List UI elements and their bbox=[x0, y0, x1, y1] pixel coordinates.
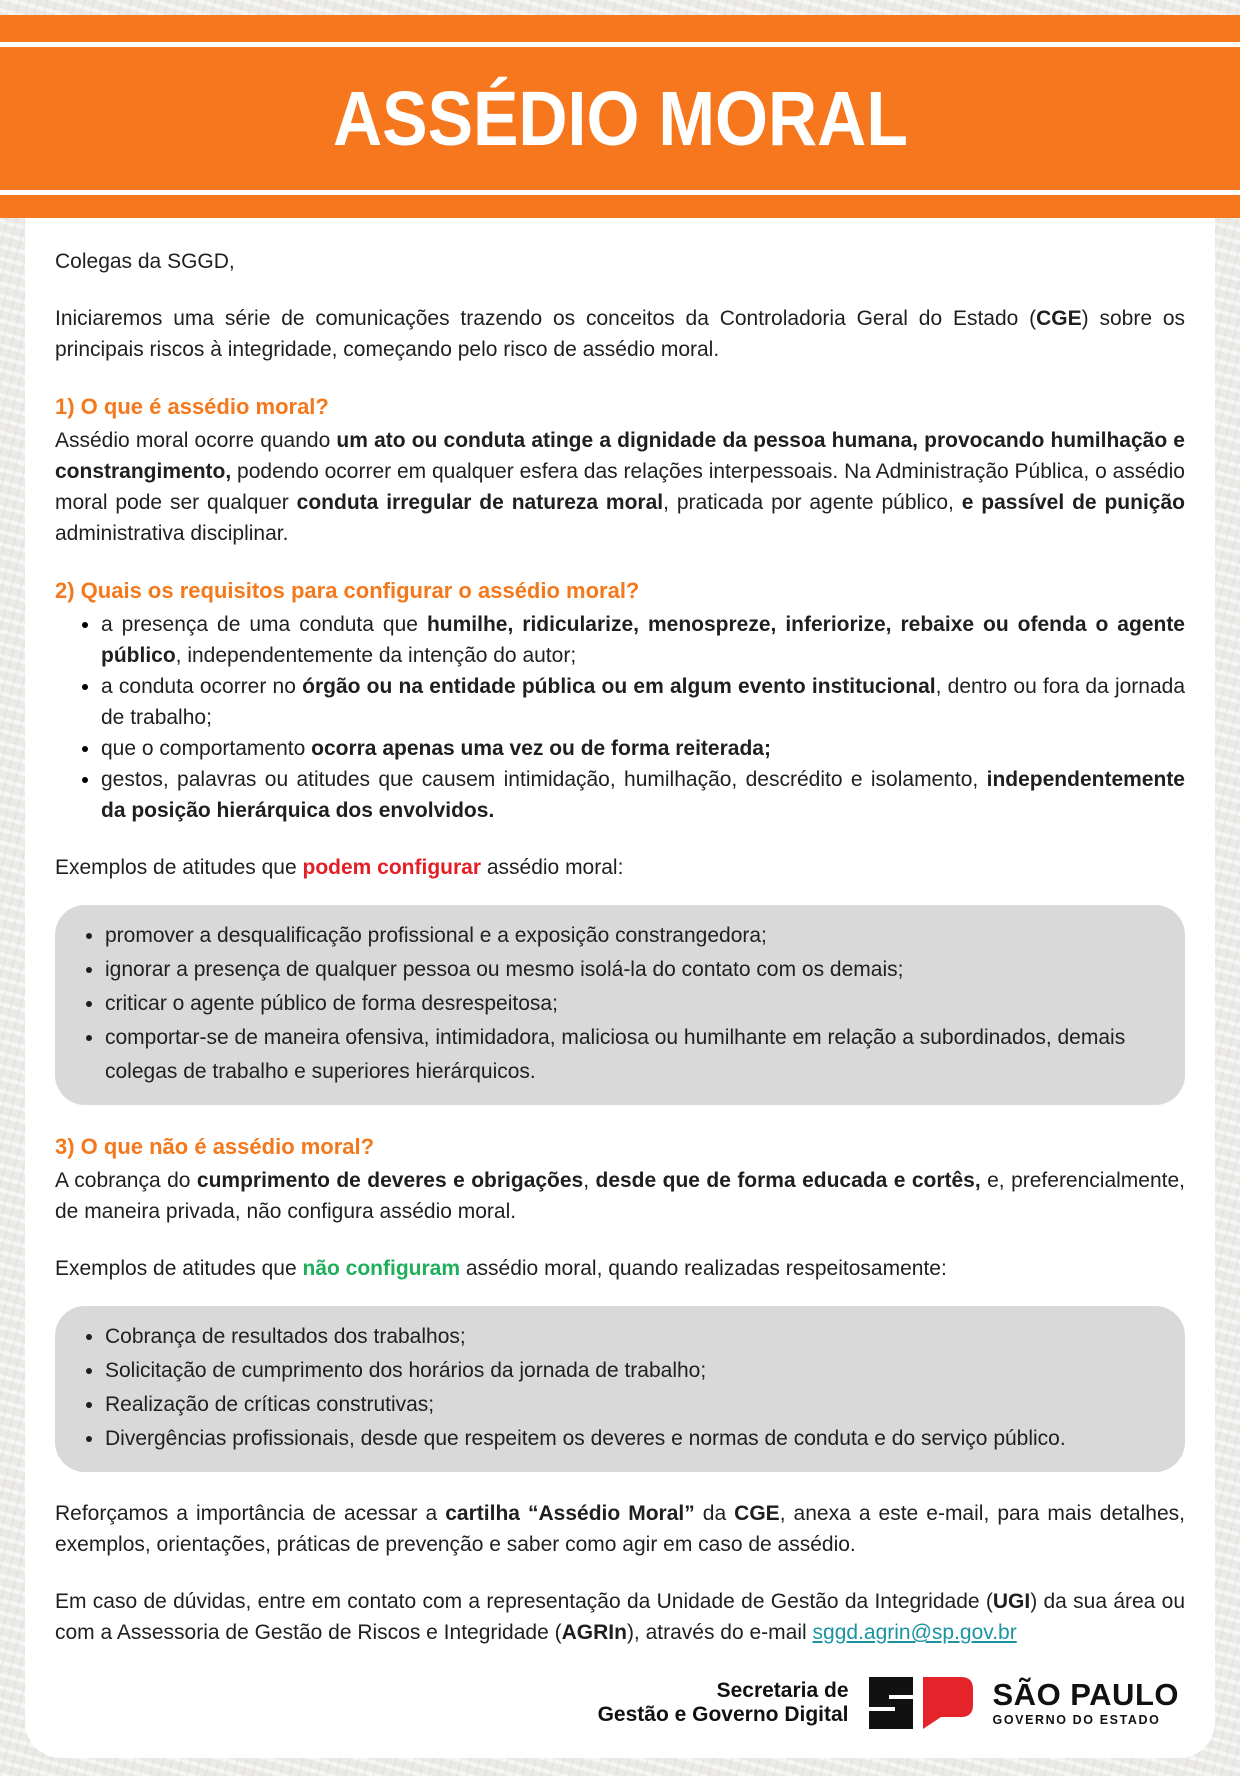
section3-heading: 3) O que não é assédio moral? bbox=[55, 1134, 375, 1159]
text-segment: da bbox=[694, 1502, 735, 1525]
text-segment: Solicitação de cumprimento dos horários da jornada de trabalho; bbox=[105, 1359, 707, 1382]
page-title: ASSÉDIO MORAL bbox=[332, 75, 908, 162]
text-segment: podendo ocorrer em qualquer esfera das relações interpessoais. Na Administração Pública, o assédio moral pode ser qualquer bbox=[55, 460, 1185, 514]
section1-body bbox=[55, 425, 1185, 549]
text-segment: , bbox=[583, 1169, 596, 1192]
banner-stripe-bottom bbox=[0, 195, 1240, 218]
text-segment: gestos, palavras ou atitudes que causem intimidação, humilhação, descrédito e isolamento, bbox=[101, 768, 987, 791]
text-segment: administrativa disciplinar. bbox=[55, 522, 289, 545]
text-segment: promover a desqualificação profissional e a exposição constrangedora; bbox=[105, 924, 767, 947]
department-name bbox=[598, 1679, 849, 1727]
list-item bbox=[105, 1388, 1151, 1422]
text-segment: Cobrança de resultados dos trabalhos; bbox=[105, 1325, 466, 1348]
text-segment: ) sobre os principais riscos à integridade, começando pelo risco de assédio moral. bbox=[55, 307, 1186, 361]
text-segment: CGE bbox=[734, 1502, 780, 1525]
text-segment: humilhe, ridicularize, menospreze, inferiorize, rebaixe ou ofenda o agente público bbox=[101, 613, 1185, 667]
text-segment: ignorar a presença de qualquer pessoa ou mesmo isolá-la do contato com os demais; bbox=[105, 958, 904, 981]
text-segment: AGRIn bbox=[561, 1621, 627, 1644]
text-segment: desde que de forma educada e cortês, bbox=[595, 1169, 981, 1192]
text-segment: cartilha “Assédio Moral” bbox=[445, 1502, 695, 1525]
state-subtitle: GOVERNO DO ESTADO bbox=[992, 1713, 1161, 1728]
text-segment: , praticada por agente público, bbox=[663, 491, 962, 514]
text-segment: a presença de uma conduta que bbox=[101, 613, 427, 636]
banner-title-band bbox=[0, 47, 1240, 190]
text-segment: conduta irregular de natureza moral bbox=[296, 491, 664, 514]
text-segment: criticar o agente público de forma desrespeitosa; bbox=[105, 992, 558, 1015]
banner-stripe-top bbox=[0, 15, 1240, 42]
text-segment: , anexa a este e-mail, para mais detalhes, exemplos, orientações, práticas de prevenção e saber como agir em caso de assédio. bbox=[55, 1502, 1185, 1556]
text-segment: ), através do e-mail bbox=[626, 1621, 813, 1644]
text-segment: podem configurar bbox=[302, 856, 482, 879]
text-segment: ) da sua área ou com a Assessoria de Gestão de Riscos e Integridade ( bbox=[55, 1590, 1186, 1644]
state-logo-text bbox=[993, 1679, 1180, 1727]
intro-paragraph bbox=[55, 303, 1185, 365]
section3-body bbox=[55, 1165, 1185, 1227]
examples-positive-box bbox=[55, 905, 1185, 1105]
department-line2: Gestão e Governo Digital bbox=[597, 1703, 849, 1726]
examples-negative-box bbox=[55, 1306, 1185, 1472]
content-card bbox=[25, 218, 1215, 1758]
text-segment: assédio moral: bbox=[481, 856, 624, 879]
text-segment: um ato ou conduta atinge a dignidade da pessoa humana, provocando humilhação e constrangimento, bbox=[55, 429, 1185, 483]
list-item bbox=[105, 1320, 1151, 1354]
greeting-text: Colegas da SGGD, bbox=[55, 250, 235, 273]
text-segment: Exemplos de atitudes que bbox=[55, 1257, 303, 1280]
text-segment: A cobrança do bbox=[55, 1169, 197, 1192]
bottom-margin bbox=[0, 1758, 1240, 1776]
text-segment: a conduta ocorrer no bbox=[101, 675, 303, 698]
list-item bbox=[105, 1354, 1151, 1388]
closing-paragraph-1 bbox=[55, 1498, 1185, 1560]
footer-logos bbox=[55, 1674, 1185, 1732]
text-segment: ocorra apenas uma vez ou de forma reiterada; bbox=[311, 737, 771, 760]
list-item bbox=[105, 919, 1151, 953]
text-segment: comportar-se de maneira ofensiva, intimidadora, maliciosa ou humilhante em relação a subordinados, demais colegas de trabalho e superiores hierárquicos. bbox=[105, 1026, 1126, 1083]
section1-heading: 1) O que é assédio moral? bbox=[55, 394, 329, 419]
text-segment: que o comportamento bbox=[101, 737, 312, 760]
text-segment: , dentro ou fora da jornada de trabalho; bbox=[101, 675, 1186, 729]
text-segment: Exemplos de atitudes que bbox=[55, 856, 303, 879]
text-segment: e passível de punição bbox=[961, 491, 1185, 514]
text-segment: Assédio moral ocorre quando bbox=[55, 429, 337, 452]
text-segment: Divergências profissionais, desde que respeitem os deveres e normas de conduta e do serviço público. bbox=[105, 1427, 1066, 1450]
examples-negative-list bbox=[81, 1320, 1151, 1456]
text-segment: Iniciaremos uma série de comunicações trazendo os conceitos da Controladoria Geral do Estado ( bbox=[55, 307, 1037, 330]
text-segment: Realização de críticas construtivas; bbox=[105, 1393, 435, 1416]
text-segment: não configuram bbox=[302, 1257, 461, 1280]
list-item bbox=[105, 1422, 1151, 1456]
text-segment: Em caso de dúvidas, entre em contato com a representação da Unidade de Gestão da Integridade ( bbox=[55, 1590, 993, 1613]
list-item bbox=[101, 609, 1185, 671]
header-banner bbox=[0, 0, 1240, 218]
examples-positive-label bbox=[55, 852, 1185, 883]
closing-paragraph-2 bbox=[55, 1586, 1185, 1648]
text-segment: CGE bbox=[1036, 307, 1082, 330]
text-segment: Reforçamos a importância de acessar a bbox=[55, 1502, 446, 1525]
text-segment: e, preferencialmente, de maneira privada, não configura assédio moral. bbox=[55, 1169, 1185, 1223]
section2-heading: 2) Quais os requisitos para configurar o assédio moral? bbox=[55, 578, 640, 603]
text-segment: , independentemente da intenção do autor; bbox=[175, 644, 577, 667]
list-item bbox=[105, 987, 1151, 1021]
list-item bbox=[101, 764, 1185, 826]
text-segment: cumprimento de deveres e obrigações bbox=[196, 1169, 584, 1192]
examples-positive-list bbox=[81, 919, 1151, 1089]
email-link[interactable]: sggd.agrin@sp.gov.br bbox=[812, 1621, 1017, 1644]
list-item bbox=[101, 733, 1185, 764]
state-name: SÃO PAULO bbox=[992, 1677, 1179, 1713]
sp-logo-icon bbox=[865, 1674, 977, 1732]
list-item bbox=[105, 953, 1151, 987]
list-item bbox=[101, 671, 1185, 733]
department-line1: Secretaria de bbox=[716, 1679, 849, 1702]
text-segment: independentemente da posição hierárquica dos envolvidos. bbox=[101, 768, 1185, 822]
text-segment: assédio moral, quando realizadas respeitosamente: bbox=[460, 1257, 947, 1280]
examples-negative-label bbox=[55, 1253, 1185, 1284]
text-segment: UGI bbox=[992, 1590, 1031, 1613]
text-segment: órgão ou na entidade pública ou em algum evento institucional bbox=[302, 675, 936, 698]
list-item bbox=[105, 1021, 1151, 1089]
requirements-list bbox=[55, 609, 1185, 826]
